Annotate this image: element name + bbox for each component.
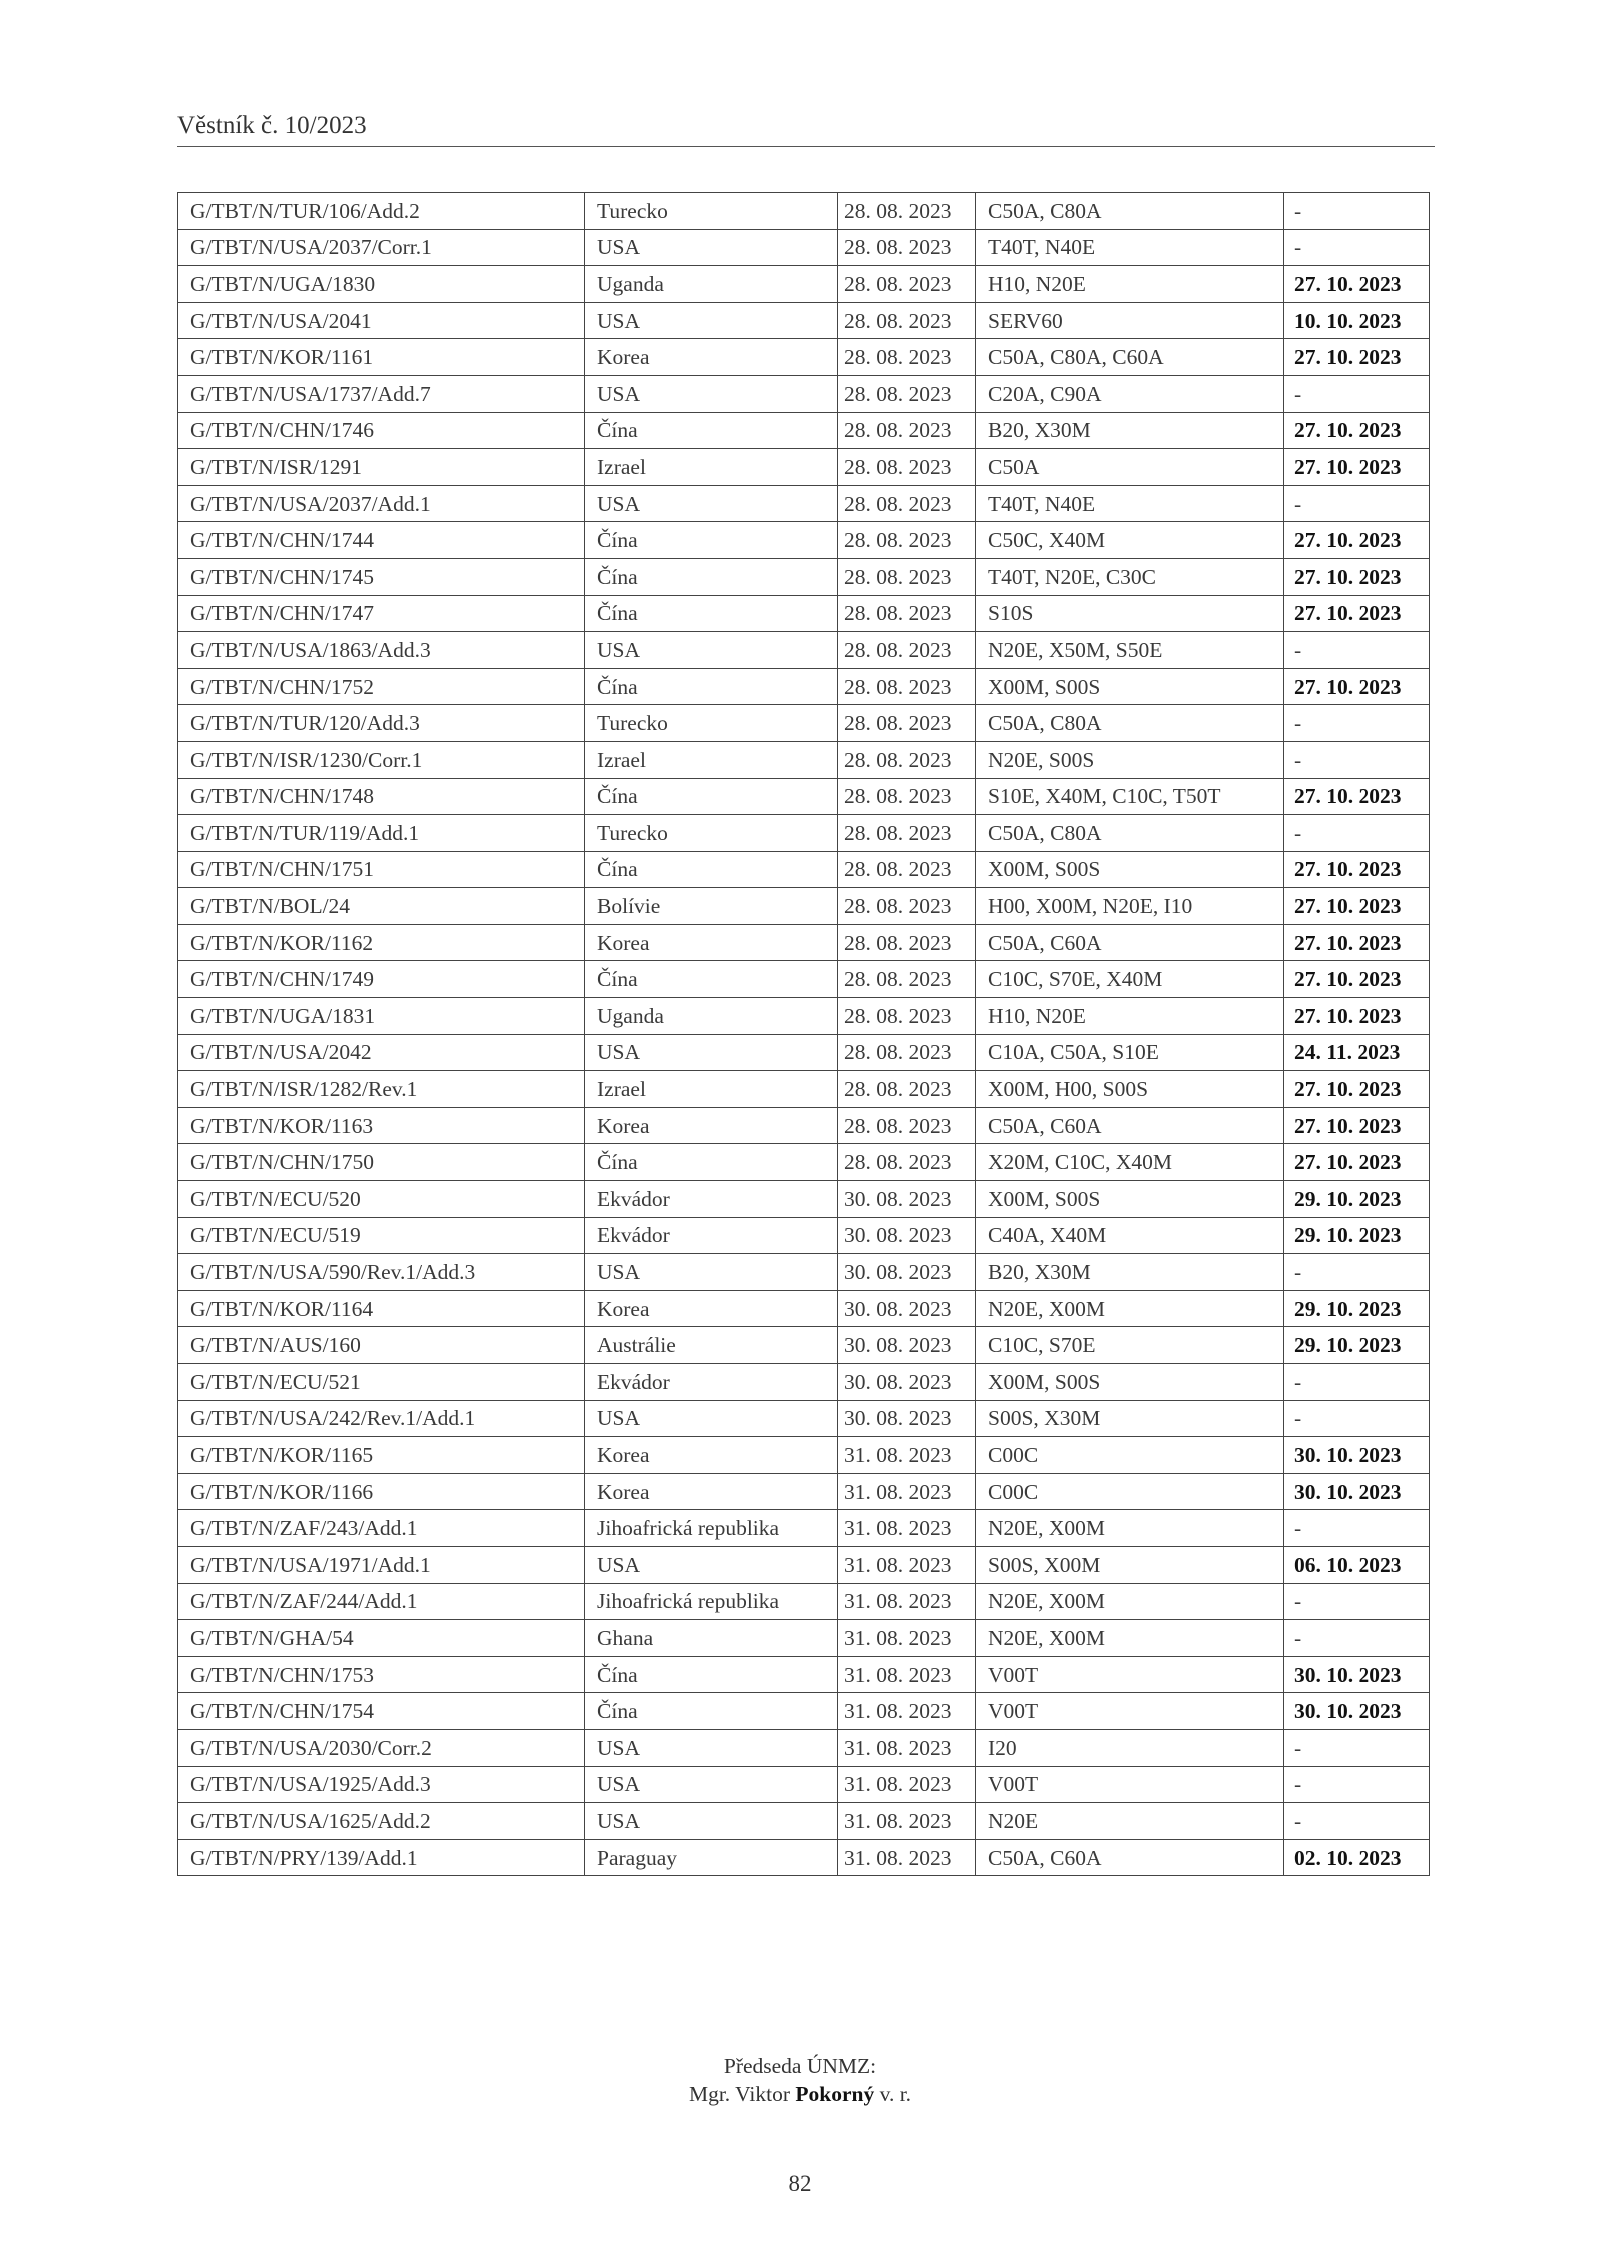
comment-deadline-cell: 30. 10. 2023 [1284,1693,1430,1730]
notification-code-cell: G/TBT/N/CHN/1752 [178,668,585,705]
comment-deadline-cell: 27. 10. 2023 [1284,266,1430,303]
country-cell: USA [585,632,838,669]
notification-date-cell: 30. 08. 2023 [838,1254,976,1291]
notification-code-cell: G/TBT/N/USA/242/Rev.1/Add.1 [178,1400,585,1437]
country-cell: Čína [585,522,838,559]
notification-code-cell: G/TBT/N/CHN/1751 [178,851,585,888]
table-row [178,1620,1430,1657]
comment-deadline-cell: 27. 10. 2023 [1284,998,1430,1035]
notification-date-cell: 28. 08. 2023 [838,229,976,266]
ics-codes-cell: C50A, C60A [976,1839,1284,1876]
notification-code-cell: G/TBT/N/USA/1971/Add.1 [178,1546,585,1583]
country-cell: Čína [585,1656,838,1693]
notification-code-cell: G/TBT/N/GHA/54 [178,1620,585,1657]
table-row [178,375,1430,412]
notification-date-cell: 28. 08. 2023 [838,924,976,961]
table-row [178,339,1430,376]
table-row [178,1034,1430,1071]
notification-date-cell: 28. 08. 2023 [838,815,976,852]
notification-code-cell: G/TBT/N/ECU/521 [178,1364,585,1401]
ics-codes-cell: C50A, C80A [976,193,1284,230]
ics-codes-cell: N20E, X00M [976,1583,1284,1620]
signature-name-prefix: Mgr. Viktor [688,2082,790,2106]
comment-deadline-cell: 10. 10. 2023 [1284,302,1430,339]
notification-date-cell: 28. 08. 2023 [838,375,976,412]
country-cell: Čína [585,961,838,998]
notification-date-cell: 31. 08. 2023 [838,1546,976,1583]
signature-surname: Pokorný [795,2082,875,2106]
comment-deadline-cell: - [1284,1766,1430,1803]
bulletin-title: Věstník č. 10/2023 [177,112,367,139]
notification-date-cell: 28. 08. 2023 [838,961,976,998]
table-row [178,1766,1430,1803]
page-number: 82 [788,2171,812,2196]
ics-codes-cell: C20A, C90A [976,375,1284,412]
country-cell: USA [585,229,838,266]
country-cell: Čína [585,778,838,815]
ics-codes-cell: S00S, X30M [976,1400,1284,1437]
notification-date-cell: 28. 08. 2023 [838,1144,976,1181]
table-row [178,632,1430,669]
notification-code-cell: G/TBT/N/ISR/1291 [178,449,585,486]
country-cell: Jihoafrická republika [585,1510,838,1547]
comment-deadline-cell: 27. 10. 2023 [1284,1071,1430,1108]
comment-deadline-cell: 27. 10. 2023 [1284,961,1430,998]
country-cell: Čína [585,558,838,595]
ics-codes-cell: N20E, X00M [976,1290,1284,1327]
comment-deadline-cell: - [1284,1803,1430,1840]
notification-code-cell: G/TBT/N/ISR/1230/Corr.1 [178,741,585,778]
notification-code-cell: G/TBT/N/TUR/120/Add.3 [178,705,585,742]
notification-date-cell: 28. 08. 2023 [838,595,976,632]
table-row [178,1181,1430,1218]
notification-code-cell: G/TBT/N/ISR/1282/Rev.1 [178,1071,585,1108]
notification-date-cell: 30. 08. 2023 [838,1327,976,1364]
notification-date-cell: 28. 08. 2023 [838,705,976,742]
ics-codes-cell: N20E, X00M [976,1510,1284,1547]
notification-code-cell: G/TBT/N/USA/2037/Corr.1 [178,229,585,266]
country-cell: Čína [585,1693,838,1730]
table-row [178,485,1430,522]
notification-code-cell: G/TBT/N/UGA/1831 [178,998,585,1035]
comment-deadline-cell: 06. 10. 2023 [1284,1546,1430,1583]
notification-table-body [178,193,1430,1876]
notification-code-cell: G/TBT/N/USA/2041 [178,302,585,339]
comment-deadline-cell: 27. 10. 2023 [1284,522,1430,559]
comment-deadline-cell: 27. 10. 2023 [1284,558,1430,595]
table-row [178,1071,1430,1108]
ics-codes-cell: X00M, S00S [976,1364,1284,1401]
comment-deadline-cell: 27. 10. 2023 [1284,1107,1430,1144]
table-row [178,668,1430,705]
notification-date-cell: 30. 08. 2023 [838,1290,976,1327]
country-cell: USA [585,1546,838,1583]
country-cell: USA [585,1803,838,1840]
ics-codes-cell: C50A, C80A [976,815,1284,852]
notification-date-cell: 31. 08. 2023 [838,1656,976,1693]
ics-codes-cell: N20E, X50M, S50E [976,632,1284,669]
country-cell: USA [585,375,838,412]
ics-codes-cell: N20E [976,1803,1284,1840]
country-cell: Korea [585,1290,838,1327]
notification-code-cell: G/TBT/N/CHN/1750 [178,1144,585,1181]
notification-code-cell: G/TBT/N/KOR/1164 [178,1290,585,1327]
notification-code-cell: G/TBT/N/USA/1625/Add.2 [178,1803,585,1840]
comment-deadline-cell: 29. 10. 2023 [1284,1290,1430,1327]
comment-deadline-cell: 27. 10. 2023 [1284,1144,1430,1181]
comment-deadline-cell: - [1284,375,1430,412]
notification-code-cell: G/TBT/N/USA/590/Rev.1/Add.3 [178,1254,585,1291]
notification-date-cell: 31. 08. 2023 [838,1729,976,1766]
notification-date-cell: 28. 08. 2023 [838,1107,976,1144]
ics-codes-cell: V00T [976,1766,1284,1803]
ics-codes-cell: X00M, H00, S00S [976,1071,1284,1108]
comment-deadline-cell: - [1284,1254,1430,1291]
comment-deadline-cell: 27. 10. 2023 [1284,449,1430,486]
notification-code-cell: G/TBT/N/CHN/1745 [178,558,585,595]
notification-code-cell: G/TBT/N/ZAF/244/Add.1 [178,1583,585,1620]
notification-date-cell: 30. 08. 2023 [838,1217,976,1254]
comment-deadline-cell: 27. 10. 2023 [1284,924,1430,961]
notification-date-cell: 31. 08. 2023 [838,1620,976,1657]
table-row [178,1656,1430,1693]
notification-code-cell: G/TBT/N/USA/2030/Corr.2 [178,1729,585,1766]
table-row [178,229,1430,266]
signature-suffix: v. r. [879,2082,912,2106]
comment-deadline-cell: - [1284,193,1430,230]
comment-deadline-cell: - [1284,741,1430,778]
notification-date-cell: 28. 08. 2023 [838,632,976,669]
notification-date-cell: 31. 08. 2023 [838,1510,976,1547]
notification-date-cell: 30. 08. 2023 [838,1181,976,1218]
notification-code-cell: G/TBT/N/BOL/24 [178,888,585,925]
country-cell: Ekvádor [585,1181,838,1218]
table-row [178,1290,1430,1327]
country-cell: USA [585,1034,838,1071]
table-row [178,1254,1430,1291]
country-cell: Izrael [585,741,838,778]
comment-deadline-cell: 30. 10. 2023 [1284,1473,1430,1510]
notification-code-cell: G/TBT/N/ECU/519 [178,1217,585,1254]
ics-codes-cell: X20M, C10C, X40M [976,1144,1284,1181]
notification-code-cell: G/TBT/N/ZAF/243/Add.1 [178,1510,585,1547]
comment-deadline-cell: - [1284,1620,1430,1657]
comment-deadline-cell: 27. 10. 2023 [1284,851,1430,888]
notification-date-cell: 28. 08. 2023 [838,998,976,1035]
notification-date-cell: 28. 08. 2023 [838,266,976,303]
ics-codes-cell: B20, X30M [976,1254,1284,1291]
notification-date-cell: 31. 08. 2023 [838,1583,976,1620]
comment-deadline-cell: 27. 10. 2023 [1284,888,1430,925]
table-row [178,924,1430,961]
table-row [178,449,1430,486]
notification-code-cell: G/TBT/N/KOR/1166 [178,1473,585,1510]
ics-codes-cell: C50A, C60A [976,924,1284,961]
country-cell: USA [585,302,838,339]
notification-date-cell: 28. 08. 2023 [838,193,976,230]
table-row [178,778,1430,815]
table-row [178,1400,1430,1437]
country-cell: Korea [585,1107,838,1144]
comment-deadline-cell: 30. 10. 2023 [1284,1656,1430,1693]
table-row [178,1437,1430,1474]
country-cell: Korea [585,924,838,961]
comment-deadline-cell: - [1284,1400,1430,1437]
country-cell: Čína [585,412,838,449]
comment-deadline-cell: - [1284,1583,1430,1620]
table-row [178,522,1430,559]
signature-role: Předseda ÚNMZ: [723,2054,877,2078]
notification-code-cell: G/TBT/N/USA/2042 [178,1034,585,1071]
table-row [178,1217,1430,1254]
notification-date-cell: 31. 08. 2023 [838,1437,976,1474]
table-row [178,1364,1430,1401]
country-cell: Izrael [585,449,838,486]
country-cell: USA [585,1766,838,1803]
country-cell: Ekvádor [585,1217,838,1254]
country-cell: USA [585,1729,838,1766]
table-row [178,302,1430,339]
notification-date-cell: 31. 08. 2023 [838,1803,976,1840]
notification-code-cell: G/TBT/N/USA/2037/Add.1 [178,485,585,522]
notification-code-cell: G/TBT/N/CHN/1753 [178,1656,585,1693]
ics-codes-cell: X00M, S00S [976,668,1284,705]
notification-code-cell: G/TBT/N/KOR/1163 [178,1107,585,1144]
notification-date-cell: 31. 08. 2023 [838,1839,976,1876]
comment-deadline-cell: 27. 10. 2023 [1284,339,1430,376]
table-row [178,1839,1430,1876]
table-row [178,741,1430,778]
comment-deadline-cell: 24. 11. 2023 [1284,1034,1430,1071]
table-row [178,1546,1430,1583]
ics-codes-cell: N20E, X00M [976,1620,1284,1657]
ics-codes-cell: C10C, S70E, X40M [976,961,1284,998]
comment-deadline-cell: - [1284,1729,1430,1766]
notification-date-cell: 28. 08. 2023 [838,741,976,778]
country-cell: Jihoafrická republika [585,1583,838,1620]
ics-codes-cell: C50A, C80A, C60A [976,339,1284,376]
notification-date-cell: 28. 08. 2023 [838,485,976,522]
notification-code-cell: G/TBT/N/CHN/1746 [178,412,585,449]
ics-codes-cell: B20, X30M [976,412,1284,449]
ics-codes-cell: H10, N20E [976,266,1284,303]
notification-code-cell: G/TBT/N/PRY/139/Add.1 [178,1839,585,1876]
ics-codes-cell: C50A, C60A [976,1107,1284,1144]
comment-deadline-cell: - [1284,485,1430,522]
table-row [178,1473,1430,1510]
table-row [178,1803,1430,1840]
table-row [178,961,1430,998]
table-row [178,888,1430,925]
table-row [178,266,1430,303]
table-row [178,998,1430,1035]
country-cell: Ekvádor [585,1364,838,1401]
comment-deadline-cell: - [1284,632,1430,669]
country-cell: Izrael [585,1071,838,1108]
ics-codes-cell: T40T, N40E [976,229,1284,266]
ics-codes-cell: H10, N20E [976,998,1284,1035]
notification-date-cell: 31. 08. 2023 [838,1766,976,1803]
country-cell: Korea [585,339,838,376]
country-cell: Uganda [585,998,838,1035]
notification-code-cell: G/TBT/N/ECU/520 [178,1181,585,1218]
notification-code-cell: G/TBT/N/USA/1863/Add.3 [178,632,585,669]
notification-code-cell: G/TBT/N/CHN/1747 [178,595,585,632]
table-row [178,1510,1430,1547]
table-row [178,412,1430,449]
table-row [178,705,1430,742]
comment-deadline-cell: 29. 10. 2023 [1284,1181,1430,1218]
comment-deadline-cell: 29. 10. 2023 [1284,1327,1430,1364]
ics-codes-cell: C10C, S70E [976,1327,1284,1364]
country-cell: Ghana [585,1620,838,1657]
notification-code-cell: G/TBT/N/CHN/1744 [178,522,585,559]
ics-codes-cell: V00T [976,1656,1284,1693]
table-row [178,558,1430,595]
notification-code-cell: G/TBT/N/TUR/106/Add.2 [178,193,585,230]
notification-date-cell: 31. 08. 2023 [838,1693,976,1730]
comment-deadline-cell: - [1284,705,1430,742]
ics-codes-cell: V00T [976,1693,1284,1730]
notification-date-cell: 31. 08. 2023 [838,1473,976,1510]
comment-deadline-cell: 27. 10. 2023 [1284,668,1430,705]
notification-code-cell: G/TBT/N/USA/1737/Add.7 [178,375,585,412]
notification-date-cell: 30. 08. 2023 [838,1364,976,1401]
notification-code-cell: G/TBT/N/CHN/1754 [178,1693,585,1730]
country-cell: Paraguay [585,1839,838,1876]
ics-codes-cell: N20E, S00S [976,741,1284,778]
notification-date-cell: 28. 08. 2023 [838,1071,976,1108]
notification-date-cell: 28. 08. 2023 [838,1034,976,1071]
notification-date-cell: 28. 08. 2023 [838,668,976,705]
country-cell: Turecko [585,815,838,852]
comment-deadline-cell: - [1284,229,1430,266]
table-row [178,1693,1430,1730]
table-row [178,1107,1430,1144]
ics-codes-cell: C50A, C80A [976,705,1284,742]
ics-codes-cell: C40A, X40M [976,1217,1284,1254]
notification-date-cell: 28. 08. 2023 [838,851,976,888]
notification-code-cell: G/TBT/N/CHN/1748 [178,778,585,815]
notification-code-cell: G/TBT/N/KOR/1165 [178,1437,585,1474]
ics-codes-cell: X00M, S00S [976,1181,1284,1218]
notification-table [177,192,1430,1876]
page-header [177,112,1435,147]
country-cell: USA [585,1254,838,1291]
ics-codes-cell: C00C [976,1473,1284,1510]
notification-code-cell: G/TBT/N/AUS/160 [178,1327,585,1364]
notification-date-cell: 28. 08. 2023 [838,339,976,376]
ics-codes-cell: C50C, X40M [976,522,1284,559]
country-cell: Turecko [585,705,838,742]
ics-codes-cell: X00M, S00S [976,851,1284,888]
notification-date-cell: 28. 08. 2023 [838,778,976,815]
comment-deadline-cell: 27. 10. 2023 [1284,412,1430,449]
signature-name [0,2080,1600,2108]
notification-date-cell: 30. 08. 2023 [838,1400,976,1437]
comment-deadline-cell: 27. 10. 2023 [1284,778,1430,815]
notification-date-cell: 28. 08. 2023 [838,522,976,559]
notification-date-cell: 28. 08. 2023 [838,449,976,486]
comment-deadline-cell: - [1284,815,1430,852]
comment-deadline-cell: 30. 10. 2023 [1284,1437,1430,1474]
country-cell: Čína [585,595,838,632]
country-cell: Čína [585,1144,838,1181]
notification-code-cell: G/TBT/N/USA/1925/Add.3 [178,1766,585,1803]
ics-codes-cell: S10E, X40M, C10C, T50T [976,778,1284,815]
comment-deadline-cell: - [1284,1510,1430,1547]
country-cell: Uganda [585,266,838,303]
ics-codes-cell: C00C [976,1437,1284,1474]
table-row [178,1583,1430,1620]
ics-codes-cell: SERV60 [976,302,1284,339]
notification-code-cell: G/TBT/N/KOR/1162 [178,924,585,961]
notification-code-cell: G/TBT/N/CHN/1749 [178,961,585,998]
notification-date-cell: 28. 08. 2023 [838,888,976,925]
country-cell: Čína [585,668,838,705]
country-cell: Korea [585,1437,838,1474]
table-row [178,1327,1430,1364]
notification-code-cell: G/TBT/N/UGA/1830 [178,266,585,303]
table-row [178,1144,1430,1181]
notification-code-cell: G/TBT/N/KOR/1161 [178,339,585,376]
country-cell: Čína [585,851,838,888]
comment-deadline-cell: 27. 10. 2023 [1284,595,1430,632]
table-row [178,1729,1430,1766]
ics-codes-cell: I20 [976,1729,1284,1766]
country-cell: Bolívie [585,888,838,925]
country-cell: Korea [585,1473,838,1510]
ics-codes-cell: H00, X00M, N20E, I10 [976,888,1284,925]
notification-code-cell: G/TBT/N/TUR/119/Add.1 [178,815,585,852]
table-row [178,851,1430,888]
notification-date-cell: 28. 08. 2023 [838,412,976,449]
ics-codes-cell: T40T, N20E, C30C [976,558,1284,595]
country-cell: USA [585,485,838,522]
table-row [178,815,1430,852]
ics-codes-cell: S10S [976,595,1284,632]
country-cell: Austrálie [585,1327,838,1364]
comment-deadline-cell: - [1284,1364,1430,1401]
ics-codes-cell: S00S, X00M [976,1546,1284,1583]
ics-codes-cell: C10A, C50A, S10E [976,1034,1284,1071]
ics-codes-cell: T40T, N40E [976,485,1284,522]
country-cell: Turecko [585,193,838,230]
comment-deadline-cell: 29. 10. 2023 [1284,1217,1430,1254]
comment-deadline-cell: 02. 10. 2023 [1284,1839,1430,1876]
table-row [178,595,1430,632]
notification-date-cell: 28. 08. 2023 [838,302,976,339]
table-row [178,193,1430,230]
country-cell: USA [585,1400,838,1437]
ics-codes-cell: C50A [976,449,1284,486]
notification-date-cell: 28. 08. 2023 [838,558,976,595]
